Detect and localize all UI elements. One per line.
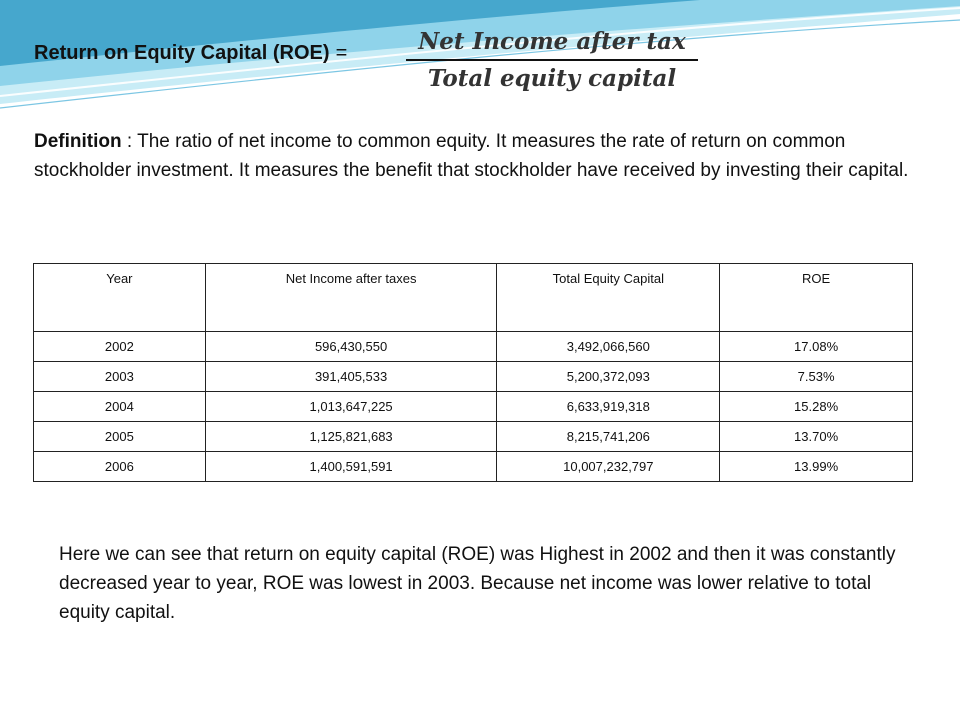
- header-roe: ROE: [720, 264, 913, 332]
- cell-roe: 17.08%: [720, 332, 913, 362]
- cell-roe: 13.70%: [720, 422, 913, 452]
- definition-paragraph: [34, 127, 914, 185]
- cell-total-equity: 5,200,372,093: [497, 362, 720, 392]
- cell-total-equity: 8,215,741,206: [497, 422, 720, 452]
- definition-label: Definition: [34, 131, 122, 152]
- roe-table: [33, 263, 913, 482]
- cell-net-income: 596,430,550: [205, 332, 497, 362]
- table-row: [34, 452, 913, 482]
- formula-fraction: [406, 26, 698, 94]
- cell-net-income: 1,013,647,225: [205, 392, 497, 422]
- cell-roe: 7.53%: [720, 362, 913, 392]
- header-net-income: Net Income after taxes: [205, 264, 497, 332]
- header-total-equity: Total Equity Capital: [497, 264, 720, 332]
- cell-net-income: 1,125,821,683: [205, 422, 497, 452]
- definition-text: : The ratio of net income to common equity. It measures the rate of return on common stockholder investment. It measures the benefit that stockholder have received by investing their capital.: [34, 131, 909, 181]
- conclusion-paragraph: Here we can see that return on equity capital (ROE) was Highest in 2002 and then it was constantly decreased year to year, ROE was lowest in 2003. Because net income was lower relative to total equity capital.: [59, 544, 896, 623]
- table-row: [34, 422, 913, 452]
- slide-title: [34, 42, 347, 65]
- table-row: [34, 332, 913, 362]
- cell-roe: 13.99%: [720, 452, 913, 482]
- title-equals: =: [335, 42, 348, 64]
- formula-denominator: Total equity capital: [427, 65, 677, 92]
- cell-total-equity: 6,633,919,318: [497, 392, 720, 422]
- cell-total-equity: 3,492,066,560: [497, 332, 720, 362]
- fraction-bar: [406, 59, 698, 61]
- title-label: Return on Equity Capital (ROE): [34, 42, 330, 64]
- formula-numerator: Net Income after tax: [418, 28, 686, 55]
- table-row: [34, 392, 913, 422]
- cell-year: 2004: [34, 392, 206, 422]
- cell-total-equity: 10,007,232,797: [497, 452, 720, 482]
- cell-net-income: 1,400,591,591: [205, 452, 497, 482]
- cell-roe: 15.28%: [720, 392, 913, 422]
- cell-year: 2002: [34, 332, 206, 362]
- table-header-row: [34, 264, 913, 332]
- cell-year: 2006: [34, 452, 206, 482]
- table-row: [34, 362, 913, 392]
- header-year: Year: [34, 264, 206, 332]
- cell-net-income: 391,405,533: [205, 362, 497, 392]
- cell-year: 2005: [34, 422, 206, 452]
- cell-year: 2003: [34, 362, 206, 392]
